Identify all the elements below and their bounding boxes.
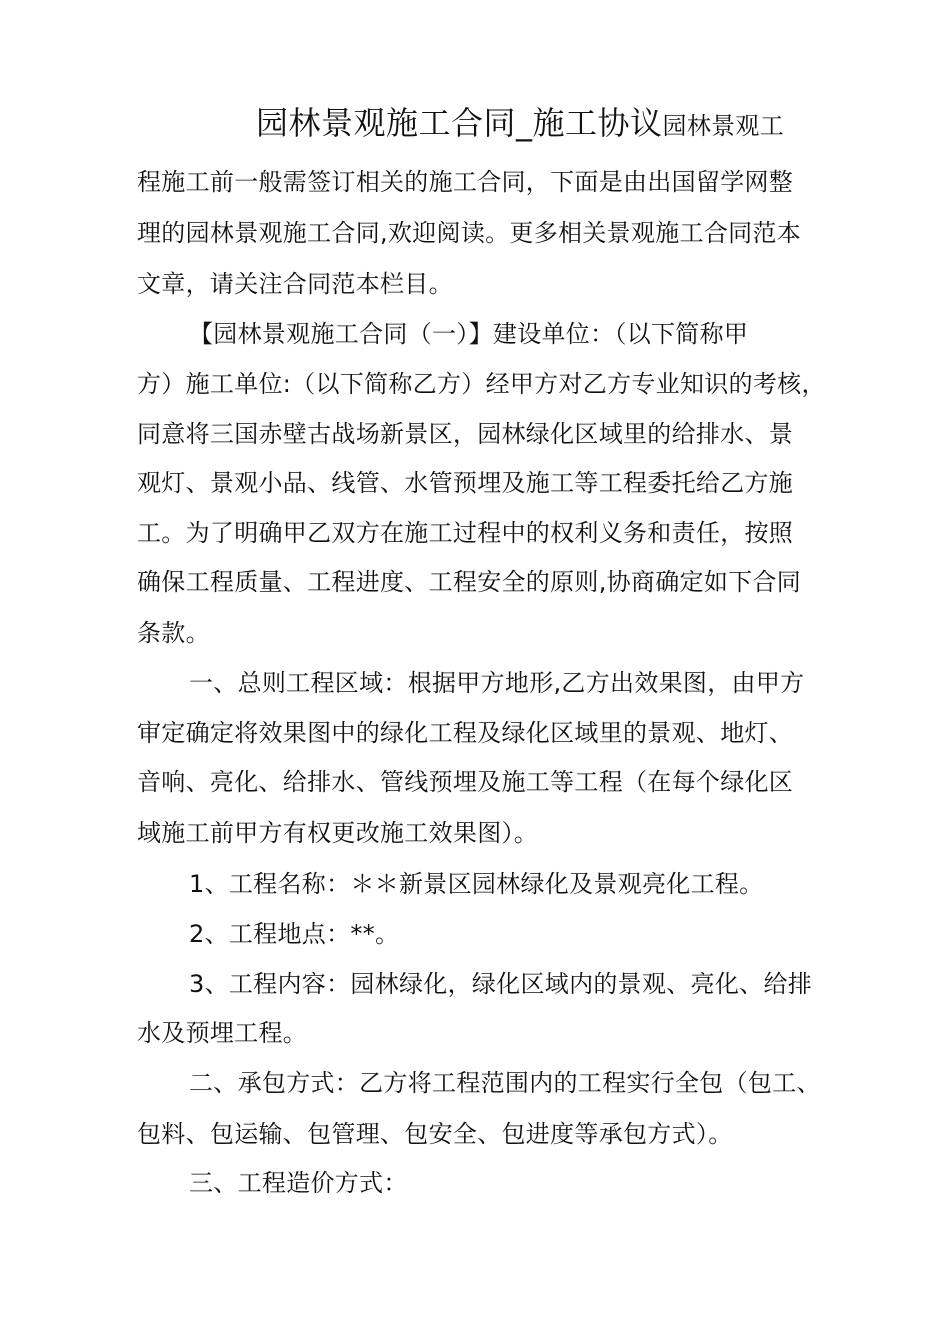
doc-title: 园林景观施工合同_施工协议 [256,104,663,142]
paragraph-line: 方）施工单位:（以下简称乙方）经甲方对乙方专业知识的考核， [137,370,826,398]
paragraph-line: 工。为了明确甲乙双方在施工过程中的权利义务和责任，按照 [137,519,794,547]
paragraph-line: 审定确定将效果图中的绿化工程及绿化区域里的景观、地灯、 [137,719,794,747]
paragraph-line: 3、工程内容：园林绿化，绿化区域内的景观、亮化、给排 [189,970,813,998]
title-line [256,104,785,142]
paragraph-line: 同意将三国赤壁古战场新景区，园林绿化区域里的给排水、景 [137,420,794,448]
paragraph-line: 水及预埋工程。 [137,1019,308,1047]
paragraph-line: 确保工程质量、工程进度、工程安全的原则,协商确定如下合同 [137,568,802,596]
paragraph-line: 三、工程造价方式： [189,1169,408,1197]
paragraph-line: 2、工程地点：**。 [189,920,400,948]
paragraph-line: 1、工程名称：＊＊新景区园林绿化及景观亮化工程。 [189,870,764,898]
paragraph-line: 包料、包运输、包管理、包安全、包进度等承包方式）。 [137,1120,733,1148]
title-tail: 园林景观工 [662,112,785,140]
paragraph-line: 二、承包方式：乙方将工程范围内的工程实行全包（包工、 [189,1069,821,1097]
paragraph-line: 【园林景观施工合同（一）】建设单位：（以下简称甲 [189,320,749,348]
paragraph-line: 域施工前甲方有权更改施工效果图）。 [137,819,539,847]
paragraph-line: 观灯、景观小品、线管、水管预埋及施工等工程委托给乙方施 [137,469,794,497]
paragraph-line: 程施工前一般需签订相关的施工合同，下面是由出国留学网整 [137,168,794,196]
paragraph-line: 一、总则工程区域：根据甲方地形,乙方出效果图，由甲方 [189,669,805,697]
paragraph-line: 理的园林景观施工合同,欢迎阅读。更多相关景观施工合同范本 [137,219,802,247]
paragraph-line: 条款。 [137,619,210,647]
paragraph-line: 音响、亮化、给排水、管线预埋及施工等工程（在每个绿化区 [137,768,794,796]
paragraph-line: 文章，请关注合同范本栏目。 [137,270,453,298]
